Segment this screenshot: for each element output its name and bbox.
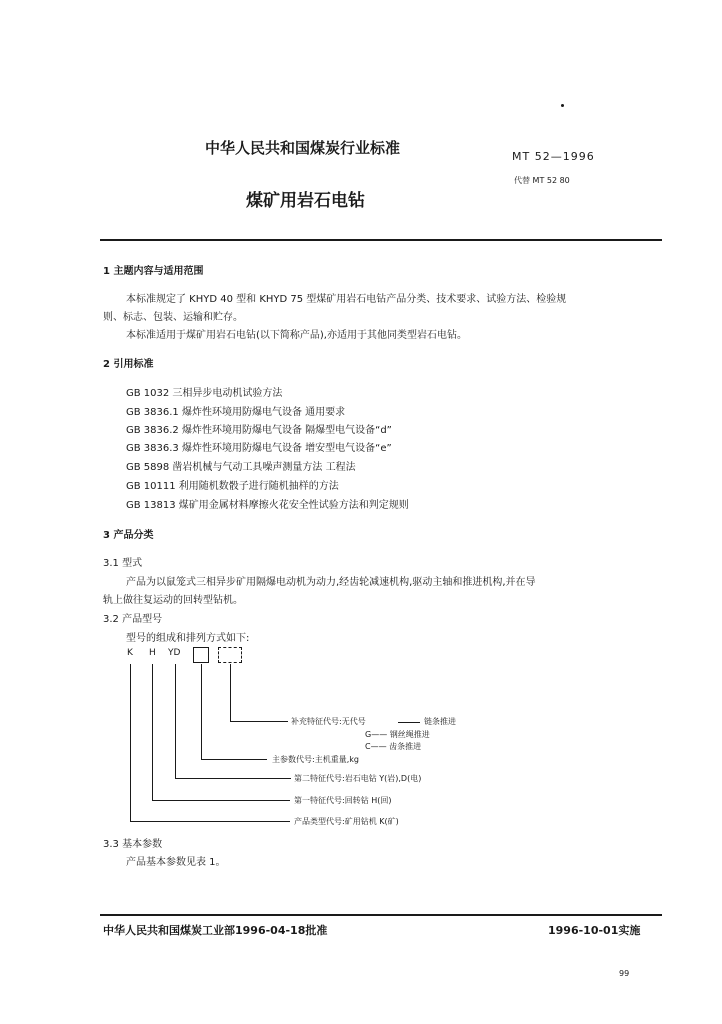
- k-leader-h: [130, 821, 290, 822]
- section1-para1-line1: 本标准规定了 KHYD 40 型和 KHYD 75 型煤矿用岩石电钻产品分类、技术要求、试验方法、检验规: [126, 294, 567, 305]
- section3-heading: 3 产品分类: [103, 530, 154, 541]
- section1-para2: 本标准适用于煤矿用岩石电钻(以下简称产品),亦适用于其他同类型岩石电钻。: [126, 330, 467, 341]
- model-letter-k: K: [127, 648, 133, 658]
- product-type-label: 产品类型代号:矿用钻机 K(矿): [294, 817, 399, 826]
- supp-leader-h: [230, 721, 288, 722]
- supp-c: C—— 齿条推进: [365, 742, 422, 751]
- org-title: 中华人民共和国煤炭行业标准: [205, 139, 401, 157]
- supplementary-box: [218, 647, 242, 663]
- model-letter-h: H: [149, 648, 156, 658]
- section1-para1-line2: 则、标志、包装、运输和贮存。: [103, 312, 243, 323]
- page-number: 99: [619, 969, 630, 978]
- standard-code: MT 52—1996: [512, 150, 595, 163]
- supp-leader: [230, 664, 231, 721]
- ref-item: GB 13813 煤矿用金属材料摩擦火花安全性试验方法和判定规则: [126, 500, 409, 511]
- section33-heading: 3.3 基本参数: [103, 839, 163, 850]
- section32-intro: 型号的组成和排列方式如下:: [126, 633, 250, 644]
- yd-leader: [175, 664, 176, 778]
- model-letter-yd: YD: [168, 648, 181, 658]
- ref-item: GB 3836.2 爆炸性环境用防爆电气设备 隔爆型电气设备“d”: [126, 425, 392, 436]
- section31-line2: 轨上做往复运动的回转型钻机。: [103, 595, 243, 606]
- effective-date: 1996-10-01实施: [548, 924, 641, 937]
- main-param-label: 主参数代号:主机重量,kg: [272, 755, 359, 764]
- ref-item: GB 5898 凿岩机械与气动工具噪声测量方法 工程法: [126, 462, 356, 473]
- header-rule: [100, 239, 662, 241]
- ref-item: GB 3836.1 爆炸性环境用防爆电气设备 通用要求: [126, 407, 346, 418]
- section32-heading: 3.2 产品型号: [103, 614, 163, 625]
- issuer-line: 中华人民共和国煤炭工业部1996-04-18批准: [103, 924, 328, 937]
- k-leader: [130, 664, 131, 821]
- doc-title: 煤矿用岩石电钻: [246, 191, 365, 211]
- section31-heading: 3.1 型式: [103, 558, 143, 569]
- section2-heading: 2 引用标准: [103, 359, 154, 370]
- h-leader-h: [152, 800, 290, 801]
- main-param-leader: [201, 664, 202, 759]
- h-leader: [152, 664, 153, 800]
- section31-line1: 产品为以鼠笼式三相异步矿用隔爆电动机为动力,经齿轮减速机构,驱动主轴和推进机构,并在导: [126, 577, 536, 588]
- section33-text: 产品基本参数见表 1。: [126, 857, 226, 868]
- ref-item: GB 3836.3 爆炸性环境用防爆电气设备 增安型电气设备“e”: [126, 443, 392, 454]
- ref-item: GB 1032 三相异步电动机试验方法: [126, 388, 283, 399]
- supp-g: G—— 钢丝绳推进: [365, 730, 430, 739]
- supp-dash: [398, 722, 420, 723]
- replaces-code: 代替 MT 52 80: [514, 176, 570, 185]
- main-param-box: [193, 647, 209, 663]
- footer-rule: [100, 914, 662, 916]
- ref-item: GB 10111 利用随机数骰子进行随机抽样的方法: [126, 481, 339, 492]
- speck-mark: [561, 104, 564, 107]
- section1-heading: 1 主题内容与适用范围: [103, 266, 204, 277]
- supp-label: 补充特征代号:无代号: [291, 717, 366, 726]
- second-feature-label: 第二特征代号:岩石电钻 Y(岩),D(电): [294, 774, 422, 783]
- yd-leader-h: [175, 778, 291, 779]
- first-feature-label: 第一特征代号:回转钻 H(回): [294, 796, 392, 805]
- main-param-leader-h: [201, 759, 267, 760]
- supp-none: 链条推进: [424, 717, 456, 726]
